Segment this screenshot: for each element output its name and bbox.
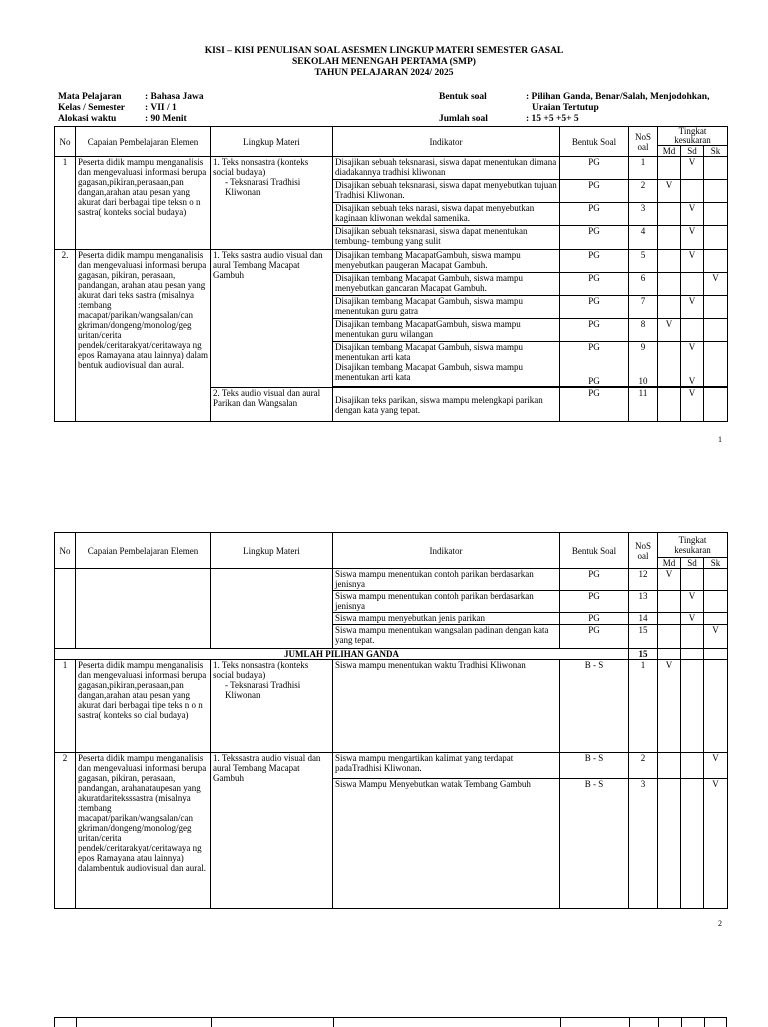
sk-mark <box>704 569 728 591</box>
alokasi-label: Alokasi waktu <box>58 114 117 124</box>
md-mark: V <box>658 660 681 753</box>
col-bentuk-soal: Bentuk Soal <box>560 533 629 569</box>
total-value: 15 <box>629 649 658 660</box>
indikator: Disajikan tembang MacapatGambuh, siswa mampu menentukan guru wilangan <box>333 319 560 342</box>
sd-mark: V V <box>681 342 704 387</box>
sd-mark: V <box>681 226 704 250</box>
nomor-soal: 11 <box>629 388 658 422</box>
bentuk-soal: PG <box>560 250 629 273</box>
nomor-soal: 8 <box>629 319 658 342</box>
md-mark <box>658 388 681 422</box>
mapel-value: : Bahasa Jawa <box>145 92 204 102</box>
indikator: Disajikan sebuah teksnarasi, siswa dapat menentukan tembung- tembung yang sulit <box>333 226 560 250</box>
sk-mark <box>704 250 728 273</box>
sd-mark: V <box>681 157 704 180</box>
page-number: 2 <box>718 919 722 928</box>
cp-text: Peserta didik mampu menganalisis dan mengevaluasi informasi berupa gagasan, pikiran, perasaan, pandangan, arahan atau pesan yang akurat dari teks sastra (misalnya :tembang macapat/parikan/wangsalan/can gkriman/dongeng/monolog/geg uritan/cerita pendek/ceritarakyat/ceritawaya ng epos Ramayana atau lainnya) dalam bentuk audiovisual dan aural. <box>76 250 211 422</box>
indikator: Disajikan sebuah teksnarasi, siswa dapat menyebutkan tujuan Tradhisi Kliwonan. <box>333 180 560 203</box>
sk-mark: V <box>704 779 728 909</box>
page-number: 1 <box>718 435 722 444</box>
bentuk-label: Bentuk soal <box>439 92 487 102</box>
sk-mark: V <box>704 273 728 296</box>
empty-cell <box>76 569 211 649</box>
md-mark <box>658 753 681 779</box>
indikator: Siswa mampu mengartikan kalimat yang terdapat padaTradhisi Kliwonan. <box>333 753 560 779</box>
bentuk-soal: PG <box>560 625 629 649</box>
bentuk-soal: PG <box>560 388 629 422</box>
indikator: Siswa mampu menyebutkan jenis parikan <box>333 613 560 625</box>
document-header <box>0 46 768 79</box>
indikator: Disajikan tembang MacapatGambuh, siswa mampu menyebutkan paugeran Macapat Gambuh. <box>333 250 560 273</box>
nomor-soal: 4 <box>629 226 658 250</box>
col-sd: Sd <box>681 146 704 157</box>
sd-mark <box>681 625 704 649</box>
sd-mark: V <box>681 388 704 422</box>
bentuk-soal: PG PG <box>560 342 629 387</box>
empty-cell <box>211 569 333 649</box>
md-mark <box>658 226 681 250</box>
lingkup-materi: 2. Teks audio visual dan aural Parikan dan Wangsalan <box>211 388 333 422</box>
row-number: 1 <box>55 157 76 250</box>
sd-mark <box>681 779 704 909</box>
bentuk-soal: PG <box>560 569 629 591</box>
nomor-soal: 2 <box>629 753 658 779</box>
sk-mark <box>704 203 728 226</box>
sk-mark <box>704 226 728 250</box>
col-no: No <box>55 127 76 157</box>
alokasi-value: : 90 Menit <box>145 114 187 124</box>
bentuk-soal: PG <box>560 203 629 226</box>
indikator: Disajikan tembang Macapat Gambuh, siswa mampu menyebutkan gancaran Macapat Gambuh. <box>333 273 560 296</box>
nomor-soal: 6 <box>629 273 658 296</box>
bentuk-soal: PG <box>560 157 629 180</box>
nomor-soal: 3 <box>629 203 658 226</box>
doc-title-3: TAHUN PELAJARAN 2024/ 2025 <box>314 68 454 78</box>
empty-cell <box>55 569 76 649</box>
sd-mark: V <box>681 250 704 273</box>
sk-mark <box>704 157 728 180</box>
md-mark <box>658 250 681 273</box>
nomor-soal: 9 10 <box>629 342 658 387</box>
col-nosoal: NoS oal <box>629 533 658 569</box>
sd-mark <box>681 569 704 591</box>
sd-mark <box>681 180 704 203</box>
col-sk: Sk <box>704 146 728 157</box>
col-lm: Lingkup Materi <box>211 127 333 157</box>
nomor-soal: 14 <box>629 613 658 625</box>
md-mark <box>658 613 681 625</box>
indikator: Siswa mampu menentukan contoh parikan berdasarkan jenisnya <box>333 591 560 613</box>
nomor-soal: 7 <box>629 296 658 319</box>
cp-text: Peserta didik mampu menganalisis dan mengevaluasi informasi berupa gagasan,pikiran,perasaan,pan dangan,arahan atau pesan yang akurat dari berbagai tipe teksn o n sastra( konteks social budaya) <box>76 157 211 250</box>
bentuk-soal: B - S <box>560 660 629 753</box>
jumlah-label: Jumlah soal <box>439 114 488 124</box>
col-lm: Lingkup Materi <box>211 533 333 569</box>
sd-mark: V <box>681 296 704 319</box>
indikator: Siswa mampu menentukan waktu Tradhisi Kliwonan <box>333 660 560 753</box>
col-cp: Capaian Pembelajaran Elemen <box>76 533 211 569</box>
bentuk-value-2: Uraian Tertutup <box>532 103 599 113</box>
md-mark <box>658 779 681 909</box>
nomor-soal: 15 <box>629 625 658 649</box>
col-sk: Sk <box>704 558 728 569</box>
indikator: Disajikan teks parikan, siswa mampu melengkapi parikan dengan kata yang tepat. <box>333 388 560 422</box>
col-cp: Capaian Pembelajaran Elemen <box>76 127 211 157</box>
sk-mark <box>704 319 728 342</box>
lingkup-materi: 1. Tekssastra audio visual dan aural Tembang Macapat Gambuh <box>211 753 333 909</box>
col-md: Md <box>658 558 681 569</box>
bentuk-soal: B - S <box>560 779 629 909</box>
sk-mark: V <box>704 625 728 649</box>
md-mark <box>658 591 681 613</box>
col-tingkat: Tingkat kesukaran <box>658 533 728 558</box>
empty-cell <box>681 649 704 660</box>
sk-mark <box>704 342 728 387</box>
bentuk-soal: B - S <box>560 753 629 779</box>
bentuk-soal: PG <box>560 296 629 319</box>
next-page-table-edge <box>54 1017 727 1027</box>
md-mark <box>658 625 681 649</box>
col-indikator: Indikator <box>333 127 560 157</box>
nomor-soal: 13 <box>629 591 658 613</box>
col-no: No <box>55 533 76 569</box>
md-mark <box>658 342 681 387</box>
cp-text: Peserta didik mampu menganalisis dan mengevaluasi informasi berupa gagasan, pikiran, perasaan, pandangan, arahanataupesan yang akuratdariteksssastra (misalnya :tembang macapat/parikan/wangsalan/can gkriman/dongeng/monolog/geg uritan/cerita pendek/ceritarakyat/ceritawaya ng epos Ramayana atau lainnya) dalambentuk audiovisual dan aural. <box>76 753 211 909</box>
total-label: JUMLAH PILIHAN GANDA <box>55 649 629 660</box>
lingkup-materi: 1. Teks sastra audio visual dan aural Tembang Macapat Gambuh <box>211 250 333 388</box>
document-meta <box>58 92 738 125</box>
nomor-soal: 2 <box>629 180 658 203</box>
sd-mark <box>681 753 704 779</box>
doc-title-1: KISI – KISI PENULISAN SOAL ASESMEN LINGKUP MATERI SEMESTER GASAL <box>204 46 564 56</box>
col-md: Md <box>658 146 681 157</box>
md-mark: V <box>658 319 681 342</box>
jumlah-value: : 15 +5 +5+ 5 <box>526 114 579 124</box>
indikator: Disajikan sebuah teks narasi, siswa dapat menyebutkan kaginaan kliwonan wekdal samenika. <box>333 203 560 226</box>
md-mark: V <box>658 180 681 203</box>
empty-cell <box>658 649 681 660</box>
empty-cell <box>704 649 728 660</box>
nomor-soal: 12 <box>629 569 658 591</box>
indikator: Siswa mampu menentukan contoh parikan berdasarkan jenisnya <box>333 569 560 591</box>
bentuk-soal: PG <box>560 226 629 250</box>
bentuk-soal: PG <box>560 613 629 625</box>
row-number: 2 <box>55 753 76 909</box>
bentuk-value: : Pilihan Ganda, Benar/Salah, Menjodohkan, <box>526 92 710 102</box>
kisi-table-page-1 <box>54 126 728 422</box>
col-tingkat: Tingkat kesukaran <box>658 127 728 146</box>
col-sd: Sd <box>681 558 704 569</box>
indikator: Siswa Mampu Menyebutkan watak Tembang Gambuh <box>333 779 560 909</box>
sd-mark: V <box>681 591 704 613</box>
md-mark: V <box>658 569 681 591</box>
lingkup-materi: 1. Teks nonsastra (konteks social budaya) - Teksnarasi Tradhisi Kliwonan <box>211 660 333 753</box>
nomor-soal: 1 <box>629 157 658 180</box>
sk-mark <box>704 660 728 753</box>
mapel-label: Mata Pelajaran <box>58 92 122 102</box>
nomor-soal: 3 <box>629 779 658 909</box>
sk-mark <box>704 180 728 203</box>
md-mark <box>658 157 681 180</box>
col-indikator: Indikator <box>333 533 560 569</box>
kisi-table-page-2 <box>54 532 728 909</box>
sd-mark <box>681 660 704 753</box>
col-bentuk-soal: Bentuk Soal <box>560 127 629 157</box>
kelas-label: Kelas / Semester <box>58 103 126 113</box>
sk-mark: V <box>704 753 728 779</box>
sk-mark <box>704 296 728 319</box>
indikator: Siswa mampu menentukan wangsalan padinan dengan kata yang tepat. <box>333 625 560 649</box>
bentuk-soal: PG <box>560 319 629 342</box>
col-nosoal: NoS oal <box>629 127 658 157</box>
doc-title-2: SEKOLAH MENENGAH PERTAMA (SMP) <box>292 57 476 67</box>
sd-mark <box>681 273 704 296</box>
indikator: Disajikan sebuah teksnarasi, siswa dapat menentukan dimana diadakannya tradhisi kliwonan <box>333 157 560 180</box>
md-mark <box>658 203 681 226</box>
sd-mark: V <box>681 203 704 226</box>
row-number: 2. <box>55 250 76 422</box>
lingkup-materi: 1. Teks nonsastra (konteks social budaya) - Teksnarasi Tradhisi Kliwonan <box>211 157 333 250</box>
sd-mark <box>681 319 704 342</box>
bentuk-soal: PG <box>560 180 629 203</box>
bentuk-soal: PG <box>560 273 629 296</box>
sd-mark: V <box>681 613 704 625</box>
kelas-value: : VII / 1 <box>145 103 177 113</box>
bentuk-soal: PG <box>560 591 629 613</box>
sk-mark <box>704 613 728 625</box>
indikator: Disajikan tembang Macapat Gambuh, siswa mampu menentukan arti kata Disajikan tembang Macapat Gambuh, siswa mampu menentukan arti kata <box>333 342 560 387</box>
row-number: 1 <box>55 660 76 753</box>
indikator: Disajikan tembang Macapat Gambuh, siswa mampu menentukan guru gatra <box>333 296 560 319</box>
sk-mark <box>704 388 728 422</box>
nomor-soal: 5 <box>629 250 658 273</box>
md-mark <box>658 273 681 296</box>
md-mark <box>658 296 681 319</box>
nomor-soal: 1 <box>629 660 658 753</box>
cp-text: Peserta didik mampu menganalisis dan mengevaluasi informasi berupa gagasan,pikiran,perasaan,pan dangan,arahan atau pesan yang akurat dari berbagai tipe teks n o n sastra( konteks so cial budaya) <box>76 660 211 753</box>
sk-mark <box>704 591 728 613</box>
